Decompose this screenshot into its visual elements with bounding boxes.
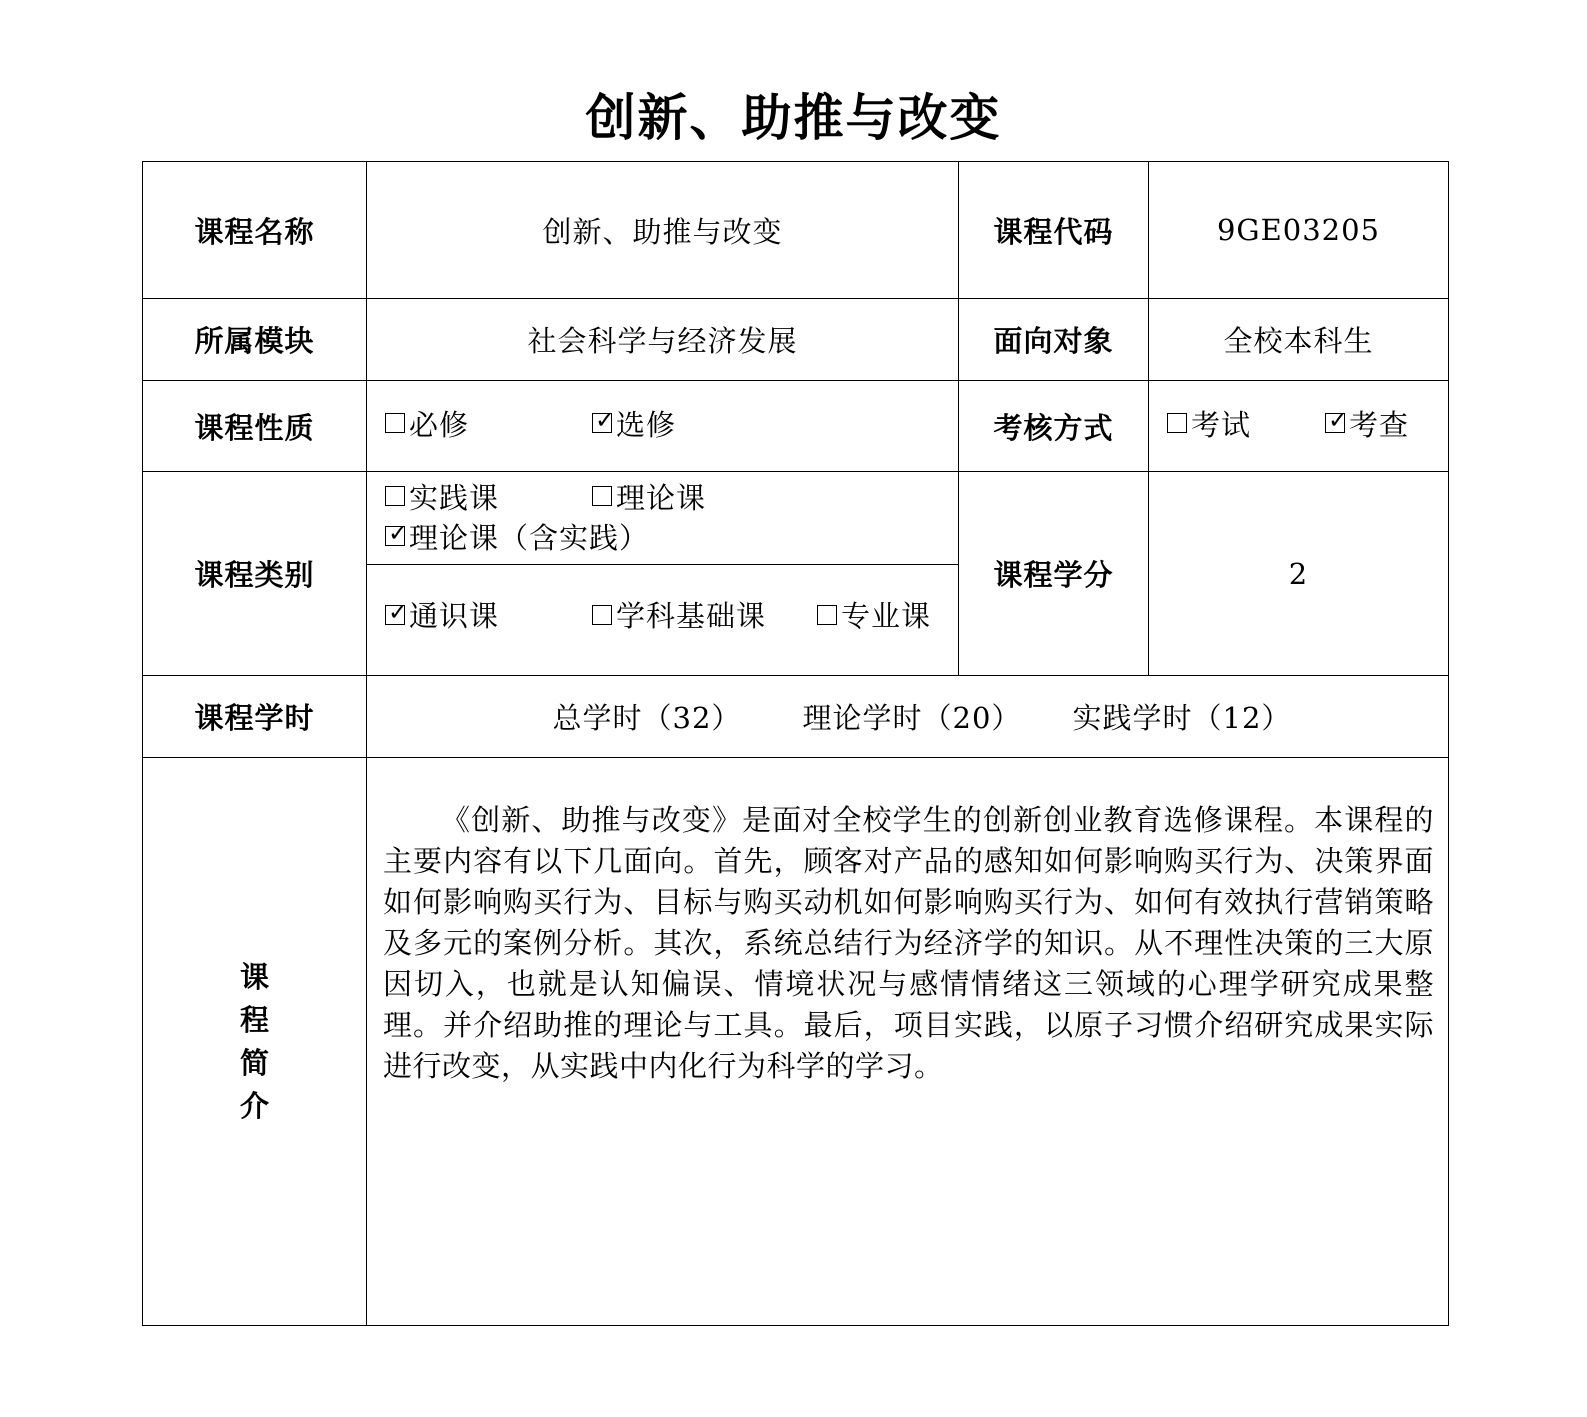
intro-label bbox=[143, 758, 367, 1326]
credits-value: 2 bbox=[1149, 472, 1449, 676]
hours-total: 总学时（32） bbox=[552, 701, 742, 735]
checkbox[interactable] bbox=[385, 519, 410, 547]
option-label: 必修 bbox=[409, 407, 470, 442]
check-mark-icon: ✓ bbox=[1328, 406, 1350, 434]
category-option-theory-with-practice[interactable] bbox=[385, 516, 649, 557]
assessment-options bbox=[1149, 381, 1449, 472]
document-title: 创新、助推与改变 bbox=[585, 89, 1002, 147]
option-label: 通识课 bbox=[409, 599, 500, 634]
nature-option-elective[interactable] bbox=[592, 403, 676, 444]
option-label: 专业课 bbox=[841, 599, 932, 634]
check-mark-icon: ✓ bbox=[388, 597, 410, 626]
category-option-discipline-basic[interactable] bbox=[592, 594, 817, 635]
audience-value: 全校本科生 bbox=[1149, 299, 1449, 381]
category-option-theory[interactable] bbox=[592, 476, 706, 517]
intro-label-char: 课 bbox=[239, 959, 269, 994]
check-mark-icon: ✓ bbox=[595, 406, 617, 434]
assessment-option-exam[interactable] bbox=[1167, 403, 1325, 444]
option-label: 学科基础课 bbox=[616, 599, 767, 634]
checkbox[interactable] bbox=[592, 605, 612, 625]
hours-theory: 理论学时（20） bbox=[802, 701, 1022, 735]
intro-label-char: 简 bbox=[239, 1045, 269, 1080]
row-nature bbox=[143, 381, 1449, 472]
checkbox[interactable] bbox=[385, 413, 405, 433]
row-intro bbox=[143, 758, 1449, 1326]
course-info-table bbox=[142, 161, 1449, 1326]
assessment-label: 考核方式 bbox=[959, 381, 1149, 472]
audience-label: 面向对象 bbox=[959, 299, 1149, 381]
row-module bbox=[143, 299, 1449, 381]
category-label: 课程类别 bbox=[143, 472, 367, 676]
intro-label-char: 介 bbox=[239, 1088, 269, 1123]
checkbox[interactable] bbox=[592, 486, 612, 506]
nature-options bbox=[367, 381, 959, 472]
checkbox[interactable] bbox=[385, 597, 410, 626]
checkbox[interactable] bbox=[592, 406, 617, 434]
row-course-name bbox=[143, 162, 1449, 299]
hours-values bbox=[367, 676, 1449, 758]
assessment-option-check[interactable] bbox=[1325, 403, 1409, 444]
checkbox[interactable] bbox=[1325, 406, 1350, 434]
nature-option-required[interactable] bbox=[385, 403, 592, 444]
module-label: 所属模块 bbox=[143, 299, 367, 381]
option-label: 实践课 bbox=[409, 480, 500, 515]
course-name-value: 创新、助推与改变 bbox=[367, 162, 959, 299]
nature-label: 课程性质 bbox=[143, 381, 367, 472]
checkbox[interactable] bbox=[385, 486, 405, 506]
row-hours bbox=[143, 676, 1449, 758]
category-options bbox=[367, 472, 959, 676]
course-code-label: 课程代码 bbox=[959, 162, 1149, 299]
checkbox[interactable] bbox=[817, 605, 837, 625]
credits-label: 课程学分 bbox=[959, 472, 1149, 676]
hours-label: 课程学时 bbox=[143, 676, 367, 758]
option-label: 选修 bbox=[616, 407, 677, 442]
category-option-practice[interactable] bbox=[385, 476, 592, 517]
category-option-major[interactable] bbox=[817, 594, 931, 635]
check-mark-icon: ✓ bbox=[388, 519, 410, 547]
module-value: 社会科学与经济发展 bbox=[367, 299, 959, 381]
option-label: 考查 bbox=[1349, 407, 1410, 442]
option-label: 理论课 bbox=[616, 480, 707, 515]
hours-practice: 实践学时（12） bbox=[1072, 701, 1292, 735]
option-label: 理论课（含实践） bbox=[409, 520, 650, 555]
intro-label-char: 程 bbox=[239, 1002, 269, 1037]
intro-text: 《创新、助推与改变》是面对全校学生的创新创业教育选修课程。本课程的主要内容有以下几面向。首先，顾客对产品的感知如何影响购买行为、决策界面如何影响购买行为、目标与购买动机如何影响购买行为、如何有效执行营销策略及多元的案例分析。其次，系统总结行为经济学的知识。从不理性决策的三大原因切入，也就是认知偏误、情境状况与感情情绪这三领域的心理学研究成果整理。并介绍助推的理论与工具。最后，项目实践，以原子习惯介绍研究成果实际进行改变，从实践中内化行为科学的学习。 bbox=[367, 758, 1449, 1326]
option-label: 考试 bbox=[1191, 407, 1252, 442]
category-option-general[interactable] bbox=[385, 594, 592, 635]
checkbox[interactable] bbox=[1167, 413, 1187, 433]
course-name-label: 课程名称 bbox=[143, 162, 367, 299]
course-code-value: 9GE03205 bbox=[1149, 162, 1449, 299]
row-category bbox=[143, 472, 1449, 676]
